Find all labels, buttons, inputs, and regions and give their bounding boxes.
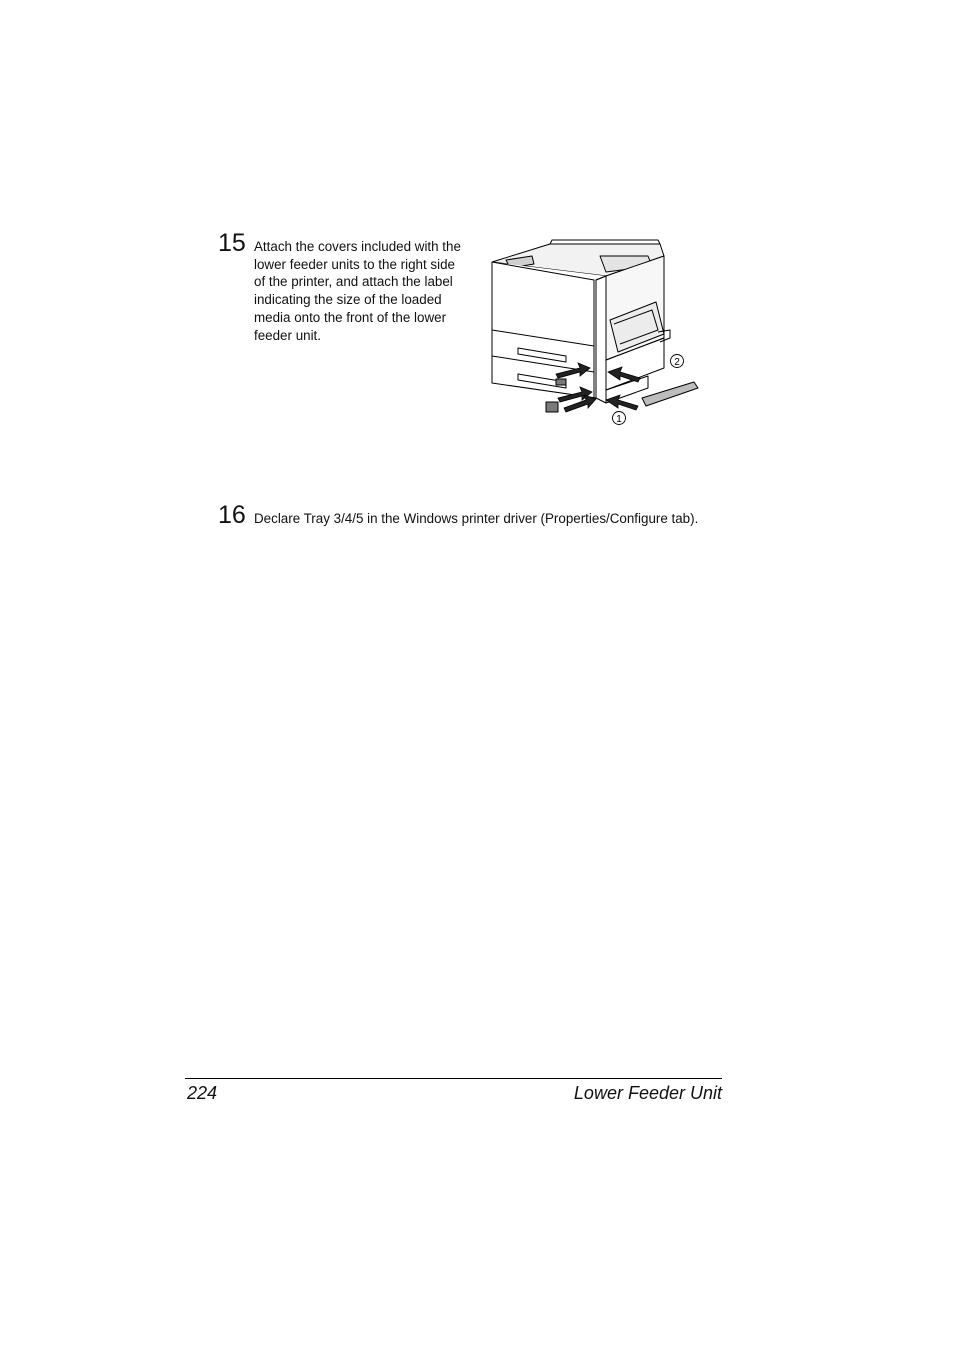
callout-2-label: 2 [674, 356, 680, 368]
step-instruction: Declare Tray 3/4/5 in the Windows printer driver (Properties/Configure tab). [254, 511, 699, 526]
footer-divider [185, 1078, 722, 1079]
step-number: 15 [218, 229, 246, 257]
callout-1-label: 1 [616, 413, 622, 425]
callout-2 [671, 355, 684, 368]
printer-cover-illustration [488, 238, 703, 433]
page-number: 224 [187, 1083, 218, 1103]
callout-1 [613, 412, 626, 425]
step-number: 16 [218, 501, 246, 529]
step-instruction: Attach the covers included with the lower feeder units to the right side of the printer, and attach the label indicating the size of the loaded media onto the front of the lower feeder unit. [254, 239, 461, 343]
section-title: Lower Feeder Unit [573, 1083, 722, 1103]
